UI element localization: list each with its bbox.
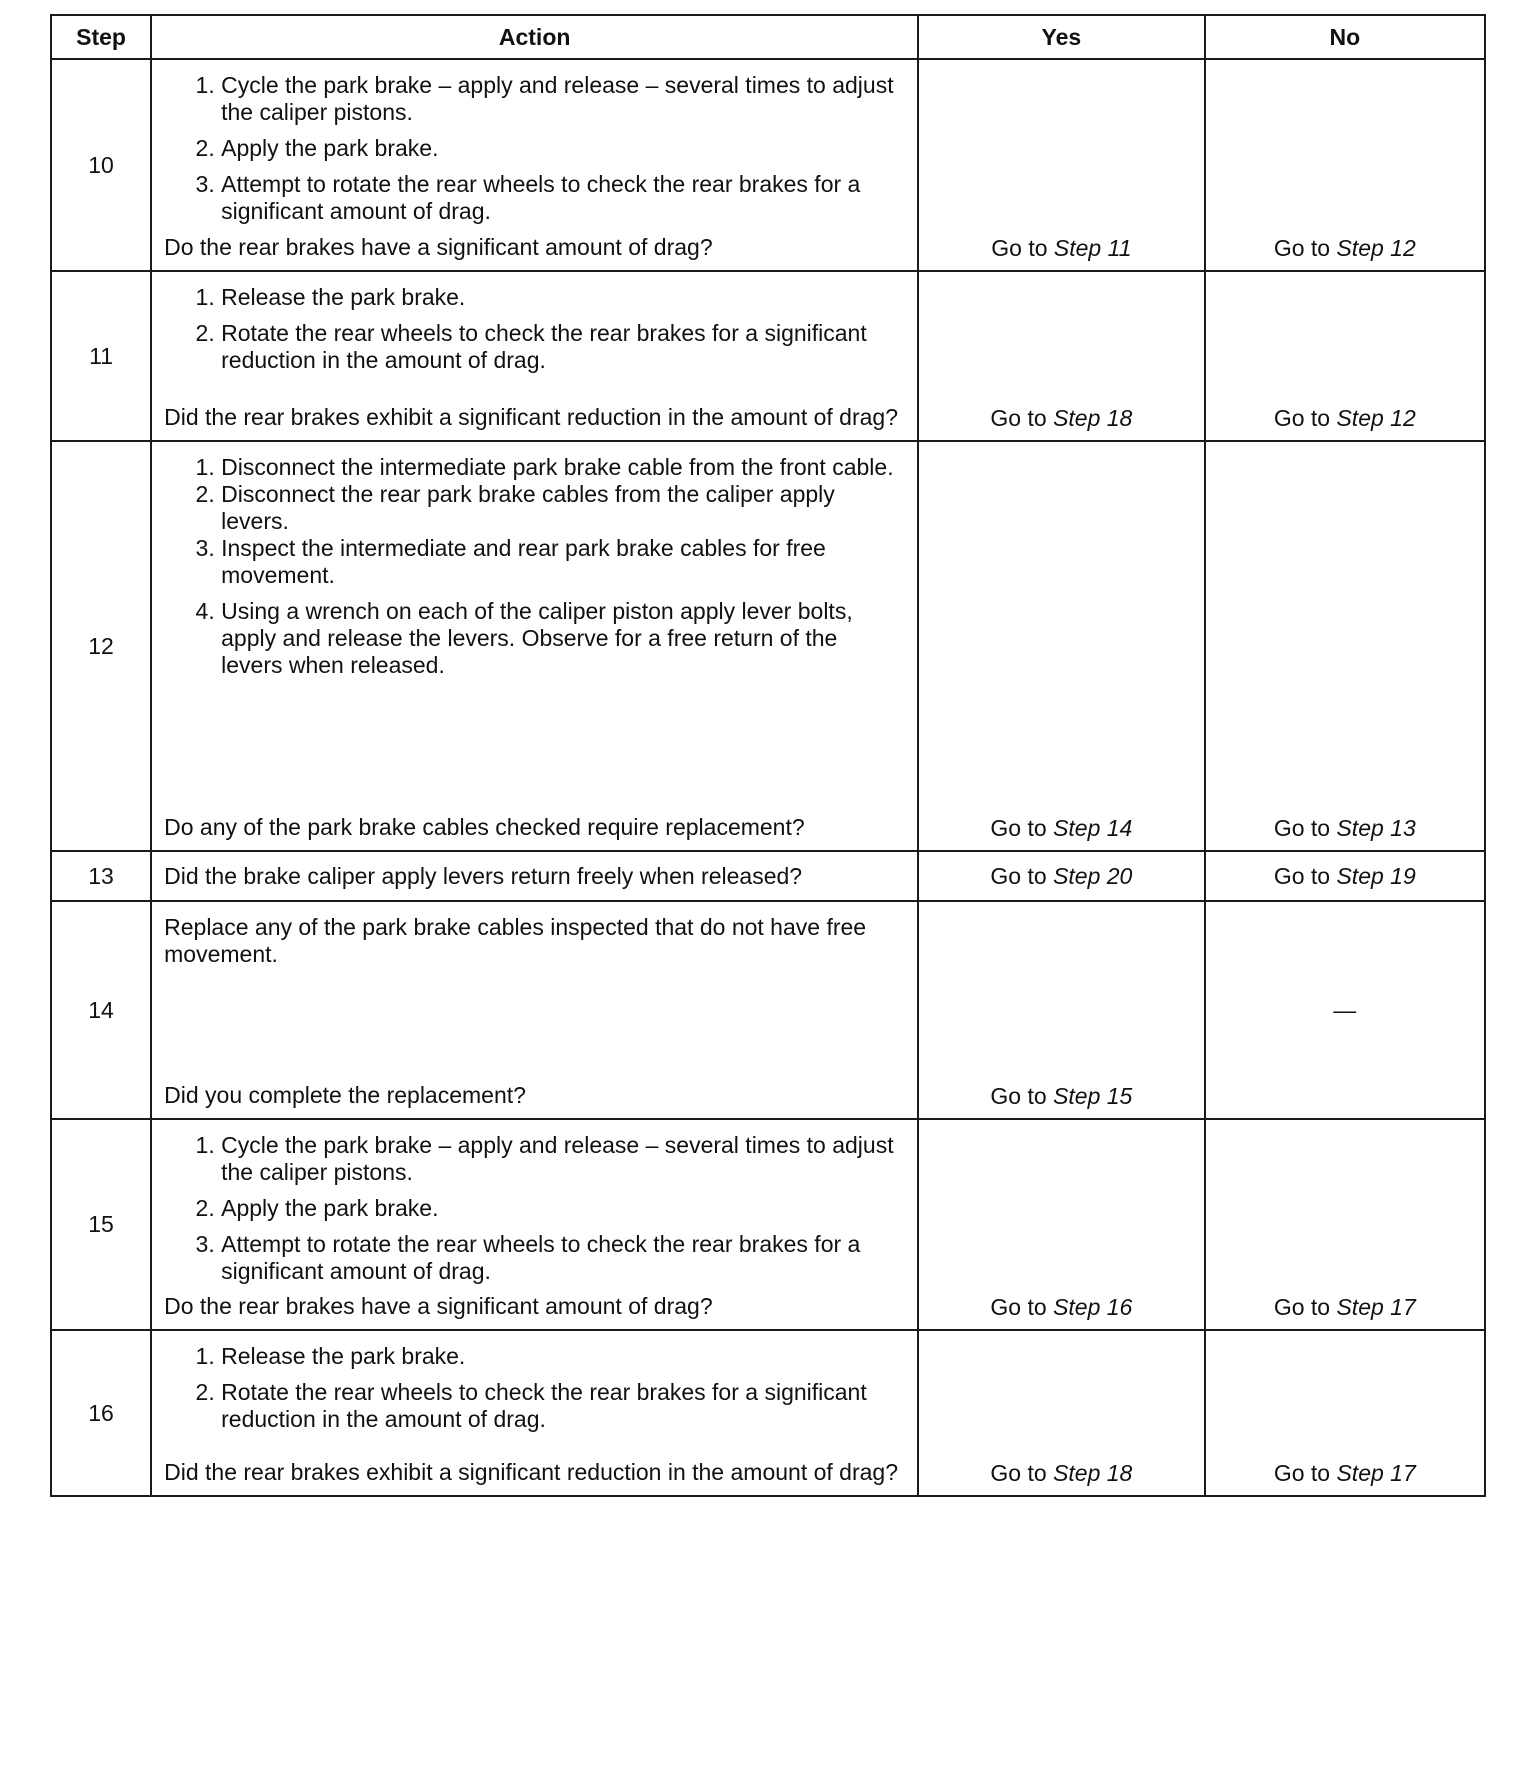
no-cell — [1205, 271, 1485, 441]
list-item: 3. Attempt to rotate the rear wheels to check the rear brakes for a significant amount of drag. — [221, 171, 903, 225]
yes-target: Step 18 — [1053, 1460, 1133, 1486]
goto-prefix: Go to — [1273, 815, 1331, 841]
list-item: 1. Cycle the park brake – apply and release – several times to adjust the caliper pistons. — [221, 72, 903, 126]
list-item: 2. Apply the park brake. — [221, 135, 903, 162]
action-cell — [151, 1330, 918, 1496]
action-steps-list — [164, 1343, 903, 1442]
step-number: 16 — [51, 1330, 151, 1496]
goto-prefix: Go to — [1273, 235, 1331, 261]
action-steps-list — [164, 284, 903, 383]
action-cell — [151, 901, 918, 1119]
action-question: Do any of the park brake cables checked require replacement? — [164, 814, 805, 840]
list-item: 1. Release the park brake. — [221, 1343, 903, 1370]
goto-prefix: Go to — [990, 405, 1047, 431]
yes-cell — [918, 1119, 1204, 1330]
goto-prefix: Go to — [1273, 405, 1331, 431]
list-item: 2. Apply the park brake. — [221, 1195, 903, 1222]
header-no: No — [1205, 15, 1485, 59]
yes-target: Step 11 — [1053, 235, 1132, 261]
yes-cell — [918, 441, 1204, 851]
header-action: Action — [151, 15, 918, 59]
action-steps-list — [164, 72, 903, 234]
action-question: Did the rear brakes exhibit a significant reduction in the amount of drag? — [164, 404, 898, 430]
no-cell — [1205, 59, 1485, 271]
goto-prefix: Go to — [990, 1460, 1047, 1486]
action-question: Do the rear brakes have a significant amount of drag? — [164, 1293, 713, 1319]
yes-cell — [918, 901, 1204, 1119]
header-step: Step — [51, 15, 151, 59]
list-item: 1. Cycle the park brake – apply and release – several times to adjust the caliper pistons. — [221, 1132, 903, 1186]
yes-cell — [918, 1330, 1204, 1496]
no-cell — [1205, 1119, 1485, 1330]
no-target: Step 19 — [1336, 862, 1416, 889]
goto-prefix: Go to — [990, 1294, 1047, 1320]
action-steps-list — [164, 454, 903, 679]
no-cell: — — [1205, 901, 1485, 1119]
action-question: Did the brake caliper apply levers return freely when released? — [151, 851, 918, 901]
table-header-row — [51, 15, 1485, 59]
step-number: 12 — [51, 441, 151, 851]
action-steps-list — [164, 1132, 903, 1294]
yes-cell — [918, 851, 1204, 901]
goto-prefix: Go to — [1273, 1294, 1331, 1320]
no-cell — [1205, 851, 1485, 901]
goto-prefix: Go to — [1273, 1460, 1331, 1486]
table-row — [51, 901, 1485, 1119]
step-number: 14 — [51, 901, 151, 1119]
no-target: Step 17 — [1336, 1460, 1416, 1486]
list-item: 1. Release the park brake. — [221, 284, 903, 311]
table-row — [51, 441, 1485, 851]
action-question: Did you complete the replacement? — [164, 1082, 526, 1108]
step-number: 11 — [51, 271, 151, 441]
no-cell — [1205, 441, 1485, 851]
table-row — [51, 271, 1485, 441]
list-item: 2. Disconnect the rear park brake cables from the caliper apply levers. — [221, 481, 903, 535]
action-cell — [151, 59, 918, 271]
action-question: Do the rear brakes have a significant amount of drag? — [164, 234, 713, 260]
action-cell — [151, 1119, 918, 1330]
table-row — [51, 1330, 1485, 1496]
goto-prefix: Go to — [990, 815, 1047, 841]
goto-prefix: Go to — [990, 1083, 1047, 1109]
no-target: Step 13 — [1336, 815, 1416, 841]
no-target: Step 12 — [1336, 235, 1416, 261]
table-row — [51, 851, 1485, 901]
action-text: Replace any of the park brake cables inspected that do not have free movement. — [164, 914, 867, 967]
step-number: 15 — [51, 1119, 151, 1330]
action-cell — [151, 441, 918, 851]
list-item: 1. Disconnect the intermediate park brake cable from the front cable. — [221, 454, 903, 481]
no-target: Step 17 — [1336, 1294, 1416, 1320]
no-target: Step 12 — [1336, 405, 1416, 431]
action-cell — [151, 271, 918, 441]
goto-prefix: Go to — [1273, 862, 1331, 889]
yes-target: Step 14 — [1053, 815, 1133, 841]
no-cell — [1205, 1330, 1485, 1496]
list-item: 4. Using a wrench on each of the caliper piston apply lever bolts, apply and release the levers. Observe for a free return of the levers when released. — [221, 598, 903, 679]
goto-prefix: Go to — [991, 235, 1048, 261]
yes-target: Step 16 — [1053, 1294, 1133, 1320]
yes-target: Step 18 — [1053, 405, 1133, 431]
action-question: Did the rear brakes exhibit a significant reduction in the amount of drag? — [164, 1459, 898, 1485]
step-number: 13 — [51, 851, 151, 901]
header-yes: Yes — [918, 15, 1204, 59]
yes-cell — [918, 271, 1204, 441]
list-item: 3. Inspect the intermediate and rear park brake cables for free movement. — [221, 535, 903, 589]
goto-prefix: Go to — [990, 862, 1047, 889]
yes-target: Step 15 — [1053, 1083, 1133, 1109]
yes-target: Step 20 — [1053, 862, 1133, 889]
table-row — [51, 59, 1485, 271]
yes-cell — [918, 59, 1204, 271]
list-item: 2. Rotate the rear wheels to check the rear brakes for a significant reduction in the amount of drag. — [221, 320, 903, 374]
step-number: 10 — [51, 59, 151, 271]
list-item: 2. Rotate the rear wheels to check the rear brakes for a significant reduction in the amount of drag. — [221, 1379, 903, 1433]
diagnostic-table — [50, 14, 1486, 1497]
table-row — [51, 1119, 1485, 1330]
list-item: 3. Attempt to rotate the rear wheels to check the rear brakes for a significant amount of drag. — [221, 1231, 903, 1285]
